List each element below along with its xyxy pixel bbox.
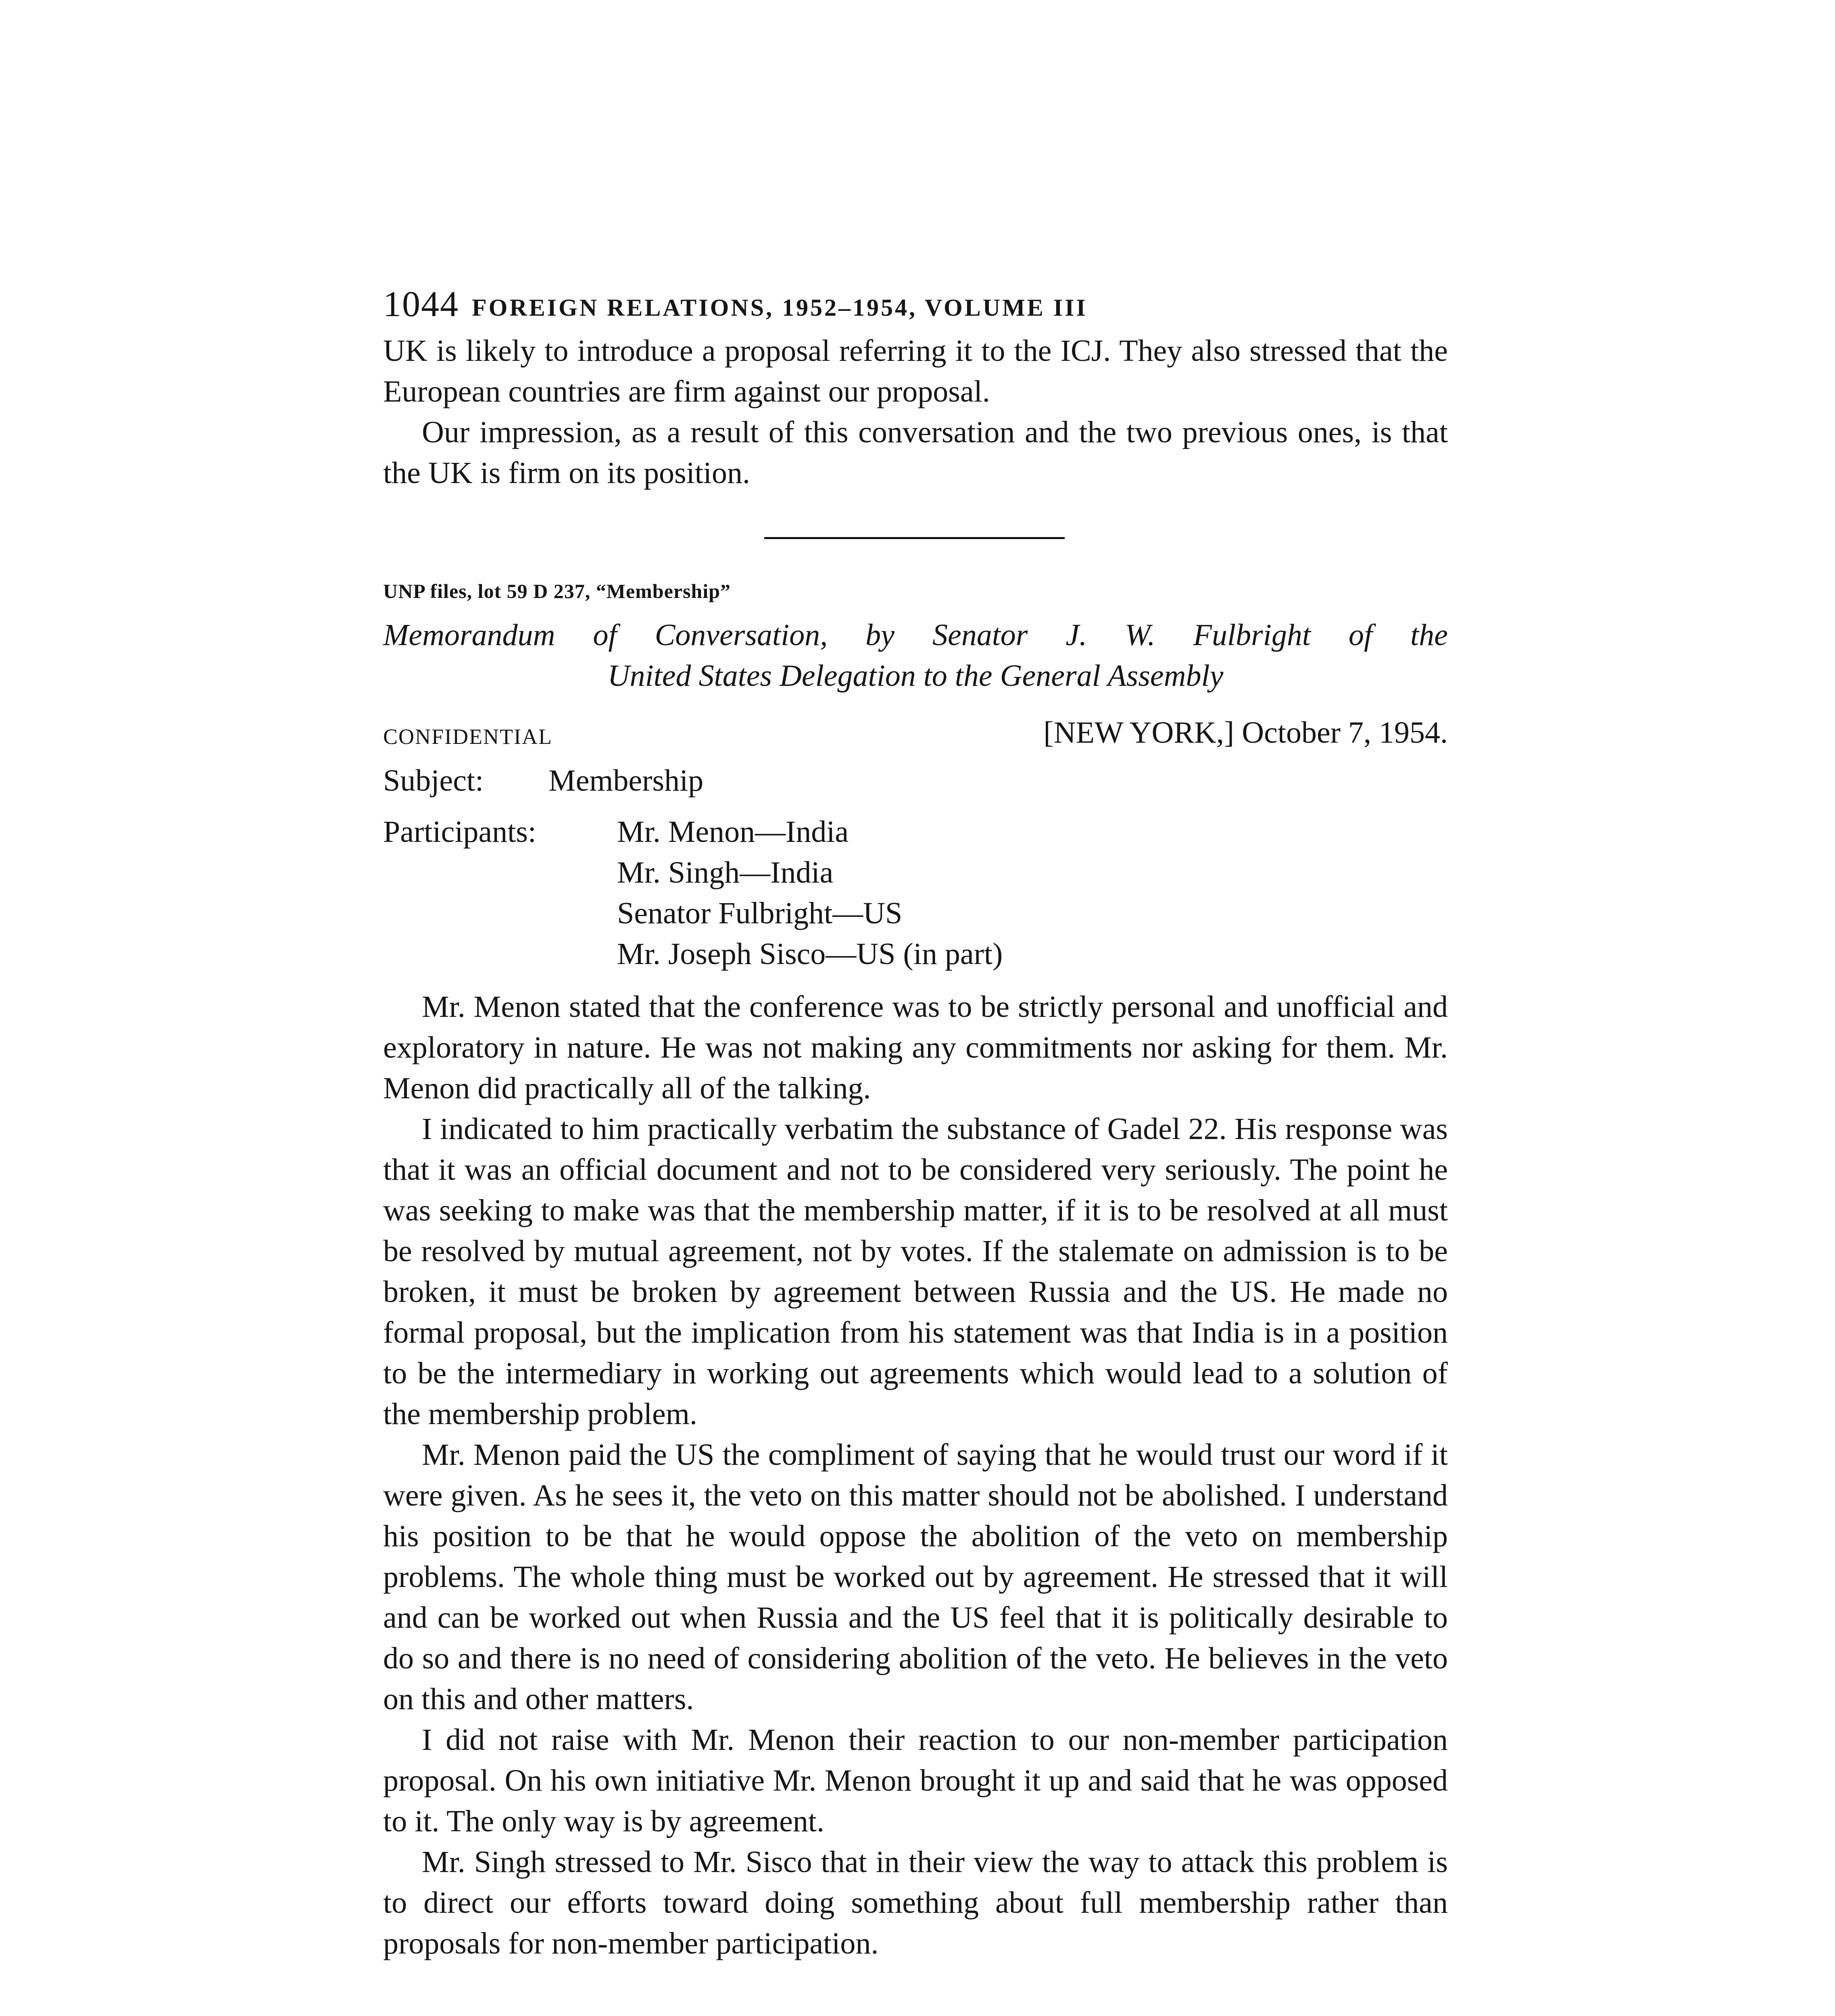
participant-entry: Senator Fulbright—US <box>617 896 903 930</box>
subject-label: Subject: <box>383 764 484 798</box>
memo-body <box>383 987 1448 1964</box>
subject-row <box>383 760 1448 801</box>
document-title-line: Memorandum of Conversation, by Senator J. W. Fulbright of the <box>383 618 1448 652</box>
document-title-line: United States Delegation to the General Assembly <box>607 659 1224 693</box>
body-paragraph: Mr. Singh stressed to Mr. Sisco that in their view the way to attack this problem is to direct our efforts toward doing something about full membership rather than proposals for non-member participation. <box>383 1845 1448 1960</box>
participant-entry: Mr. Joseph Sisco—US (in part) <box>617 937 1003 971</box>
page-number: 1044 <box>383 284 459 324</box>
running-title: FOREIGN RELATIONS, 1952–1954, VOLUME III <box>472 294 1088 321</box>
dateline-row <box>383 712 1448 753</box>
continuation-paragraph: Our impression, as a result of this conversation and the two previous ones, is that the UK is firm on its position. <box>383 415 1448 490</box>
body-paragraph: Mr. Menon stated that the conference was to be strictly personal and unofficial and exploratory in nature. He was not making any commitments nor asking for them. Mr. Menon did practically all of the talking. <box>383 990 1448 1105</box>
continuation-paragraph: UK is likely to introduce a proposal referring it to the ICJ. They also stressed that the European countries are firm against our proposal. <box>383 334 1448 408</box>
body-paragraph: I indicated to him practically verbatim the substance of Gadel 22. His response was that it was an official document and not to be considered very seriously. The point he was seeking to make was that the membership matter, if it is to be resolved at all must be resolved by mutual agreement, not by votes. If the stalemate on admission is to be broken, it must be broken by agreement between Russia and the US. He made no formal proposal, but the implication from his statement was that India is in a position to be the intermediary in working out agreements which would lead to a solution of the membership problem. <box>383 1112 1448 1431</box>
section-divider <box>764 537 1065 539</box>
document-page <box>383 282 1448 1964</box>
running-head <box>383 282 1448 327</box>
participants-block <box>383 812 1448 975</box>
subject-value: Membership <box>548 764 704 798</box>
document-title <box>383 615 1448 696</box>
body-paragraph: I did not raise with Mr. Menon their reaction to our non-member participation proposal. On his own initiative Mr. Menon brought it up and said that he was opposed to it. The only way is by agreement. <box>383 1723 1448 1838</box>
participant-list <box>617 812 1003 975</box>
participant-entry: Mr. Singh—India <box>617 856 834 889</box>
participants-label: Participants: <box>383 815 536 849</box>
body-paragraph: Mr. Menon paid the US the compliment of saying that he would trust our word if it were given. As he sees it, the veto on this matter should not be abolished. I understand his position to be that he would oppose the abolition of the veto on membership problems. The whole thing must be worked out by agreement. He stressed that it will and can be worked out when Russia and the US feel that it is politically desirable to do so and there is no need of considering abolition of the veto. He believes in the veto on this and other matters. <box>383 1438 1448 1716</box>
participant-entry: Mr. Menon—India <box>617 815 849 849</box>
dateline: [NEW YORK,] October 7, 1954. <box>1043 716 1448 750</box>
classification-label: CONFIDENTIAL <box>383 725 553 749</box>
source-citation: UNP files, lot 59 D 237, “Membership” <box>383 580 731 602</box>
